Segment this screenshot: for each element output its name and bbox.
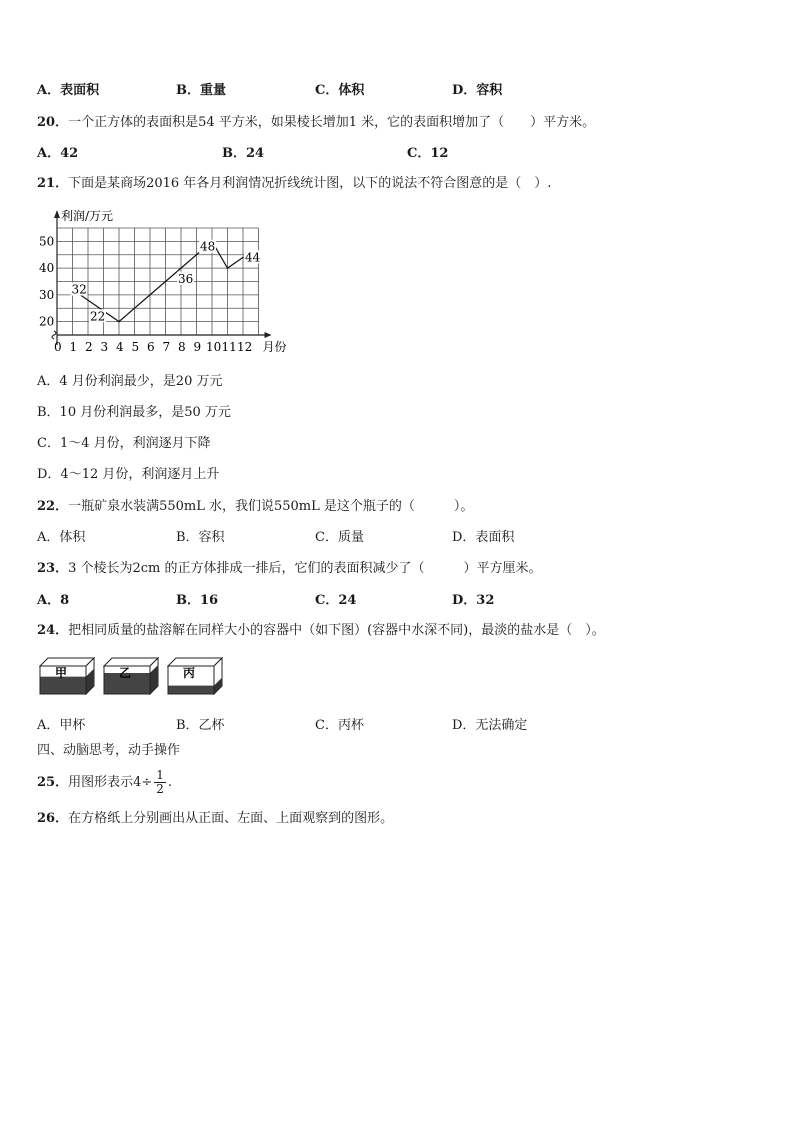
salt-water-containers xyxy=(38,654,228,704)
x-tick-label: 0 xyxy=(54,340,62,354)
x-tick-label: 7 xyxy=(162,340,171,354)
q25-question xyxy=(37,768,172,798)
q24-option-d: D．无法确定 xyxy=(452,718,528,733)
x-tick-label: 11 xyxy=(221,340,237,354)
x-axis-arrow xyxy=(265,332,272,338)
x-tick-label: 3 xyxy=(100,340,109,354)
container-label: 乙 xyxy=(119,666,132,680)
y-tick-label: 40 xyxy=(39,261,55,276)
data-point xyxy=(227,267,229,269)
q23-text: 3 个棱长为2cm 的正方体排成一排后，它们的表面积减少了（ ）平方厘米。 xyxy=(68,561,542,576)
q24-number: 24． xyxy=(37,623,69,638)
q19-option-a: A．表面积 xyxy=(37,83,100,98)
profit-line-chart xyxy=(30,202,300,362)
q22-option-d: D．表面积 xyxy=(452,530,515,545)
data-label: 44 xyxy=(245,250,261,265)
q19-option-d: D．容积 xyxy=(452,83,503,98)
q20-option-b: B．24 xyxy=(222,146,265,161)
y-tick-label: 30 xyxy=(39,287,55,302)
q20-option-a: A．42 xyxy=(37,146,79,161)
x-tick-label: 8 xyxy=(178,340,186,354)
y-tick-label: 20 xyxy=(39,314,55,329)
q21-number: 21． xyxy=(37,176,69,191)
data-point xyxy=(180,267,182,269)
q21-question xyxy=(37,176,551,192)
data-point xyxy=(118,321,120,323)
data-label: 22 xyxy=(90,309,106,324)
q20-option-c: C．12 xyxy=(407,146,449,161)
data-label: 32 xyxy=(71,282,87,297)
q22-option-b: B．容积 xyxy=(176,530,225,545)
q22-question xyxy=(37,499,473,515)
x-tick-label: 10 xyxy=(206,340,222,354)
q21-option-b: B．10 月份利润最多，是50 万元 xyxy=(37,405,231,420)
y-axis-label: 利润/万元 xyxy=(61,209,114,223)
container-top xyxy=(168,658,222,666)
q21-option-c: C．1～4 月份，利润逐月下降 xyxy=(37,436,211,451)
q24-option-a: A．甲杯 xyxy=(37,718,86,733)
chart-labels xyxy=(39,208,287,354)
q20-question xyxy=(37,115,595,131)
q26-question xyxy=(37,811,393,827)
q24-option-c: C．丙杯 xyxy=(315,718,364,733)
x-tick-label: 4 xyxy=(116,340,124,354)
q25-fraction xyxy=(154,769,166,796)
q22-option-a: A．体积 xyxy=(37,530,86,545)
q23-option-a: A．8 xyxy=(37,593,70,608)
container-label: 甲 xyxy=(55,666,68,680)
q23-option-d: D．32 xyxy=(452,593,495,608)
container-2 xyxy=(104,658,158,694)
q21-option-d: D．4～12 月份，利润逐月上升 xyxy=(37,467,220,482)
x-tick-label: 1 xyxy=(69,340,78,354)
data-label: 36 xyxy=(178,271,194,286)
q22-text: 一瓶矿泉水装满550mL 水，我们说550mL 是这个瓶子的（ ）。 xyxy=(68,499,474,514)
data-point xyxy=(242,257,244,259)
q25-fraction-denominator: 2 xyxy=(156,782,164,796)
q19-option-c: C．体积 xyxy=(315,83,365,98)
q26-text: 在方格纸上分别画出从正面、左面、上面观察到的图形。 xyxy=(68,811,394,826)
x-tick-label: 6 xyxy=(147,340,155,354)
q20-number: 20． xyxy=(37,115,69,130)
container-3 xyxy=(168,658,222,694)
y-tick-label: 50 xyxy=(39,234,55,249)
q21-text: 下面是某商场2016 年各月利润情况折线统计图，以下的说法不符合图意的是（ ）. xyxy=(68,176,552,191)
chart-axes xyxy=(52,210,272,345)
container-top xyxy=(104,658,158,666)
x-tick-label: 5 xyxy=(131,340,140,354)
container-label: 丙 xyxy=(183,666,196,680)
q23-option-b: B．16 xyxy=(176,593,219,608)
q20-text: 一个正方体的表面积是54 平方米，如果棱长增加1 米，它的表面积增加了（ ）平方米。 xyxy=(68,115,596,130)
q22-option-c: C．质量 xyxy=(315,530,364,545)
q23-option-c: C．24 xyxy=(315,593,357,608)
x-tick-label: 2 xyxy=(85,340,93,354)
container-top xyxy=(40,658,94,666)
q24-text: 把相同质量的盐溶解在同样大小的容器中（如下图）(容器中水深不同)，最淡的盐水是（ ）。 xyxy=(68,623,605,638)
q22-number: 22． xyxy=(37,499,69,514)
q21-option-a: A．4 月份利润最少，是20 万元 xyxy=(37,374,223,389)
x-tick-label: 9 xyxy=(193,340,202,354)
q26-number: 26． xyxy=(37,811,69,826)
q25-fraction-numerator: 1 xyxy=(156,768,164,782)
q25-tail: . xyxy=(167,775,173,790)
q19-option-b: B．重量 xyxy=(176,83,226,98)
chart-grid xyxy=(57,228,259,335)
q25-text: 用图形表示4÷ xyxy=(68,775,153,790)
section-4-title: 四、动脑思考，动手操作 xyxy=(37,743,181,758)
water-front xyxy=(168,686,214,694)
q23-number: 23． xyxy=(37,561,69,576)
q25-number: 25． xyxy=(37,775,69,790)
q24-question xyxy=(37,623,605,639)
axis-break xyxy=(52,331,56,339)
y-axis-arrow xyxy=(54,210,60,218)
x-axis-label: 月份 xyxy=(262,340,287,354)
container-1 xyxy=(40,658,94,694)
q23-question xyxy=(37,561,542,577)
x-tick-label: 12 xyxy=(237,340,253,354)
q24-option-b: B．乙杯 xyxy=(176,718,225,733)
data-label: 48 xyxy=(200,239,216,254)
